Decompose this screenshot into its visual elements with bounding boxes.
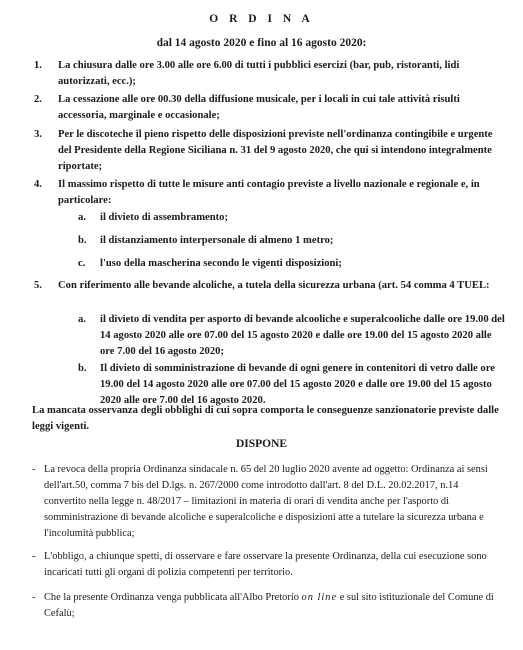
item-text: Il massimo rispetto di tutte le misure anti contagio previste a livello nazionale e regionale e, in particolare: bbox=[58, 179, 480, 206]
sanction-paragraph: La mancata osservanza degli obblighi di cui sopra comporta le conseguenze sanzionatorie previste dalle leggi vigenti. bbox=[32, 405, 499, 432]
list-item-1 bbox=[34, 58, 504, 90]
item-number: 5. bbox=[34, 280, 42, 291]
sub-item-letter: c. bbox=[78, 258, 86, 269]
dispone-item-1 bbox=[32, 462, 502, 542]
item-text: Per le discoteche il pieno rispetto delle disposizioni previste nell'ordinanza contingibile e urgente del Presidente della Regione Siciliana n. 31 del 9 agosto 2020, che qui si intendono integralmente riportate; bbox=[58, 129, 493, 172]
text-after: e sul sito istituzionale del Comune di Cefalù; bbox=[44, 592, 494, 619]
dispone-item-3 bbox=[32, 590, 502, 622]
list-item-2 bbox=[34, 92, 504, 124]
item-number: 3. bbox=[34, 129, 42, 140]
dispone-item-text bbox=[44, 590, 502, 622]
sub-item-letter: a. bbox=[78, 212, 86, 223]
sub-item-letter: b. bbox=[78, 363, 87, 374]
item-text: Con riferimento alle bevande alcoliche, a tutela della sicurezza urbana (art. 54 comma 4 TUEL: bbox=[58, 280, 490, 291]
date-range: dal 14 agosto 2020 e fino al 16 agosto 2020: bbox=[156, 37, 367, 49]
dispone-item-text: La revoca della propria Ordinanza sindacale n. 65 del 20 luglio 2020 avente ad oggetto: Ordinanza ai sensi dell'art.50, comma 7 bis del D.lgs. n. 267/2000 come introdotto dall'art. 8 del D.L. 20.02.2017, n.14 convertito nella legge n. 48/2017 – limitazioni in materia di orari di vendita anche per l'asporto di somministrazione di bevande alcoliche e superalcoliche e disposizioni atte a tutelare la sicurezza urbana e l'incolumità pubblica; bbox=[44, 464, 488, 539]
ordina-heading: O R D I N A bbox=[209, 13, 314, 25]
dispone-heading: DISPONE bbox=[235, 438, 288, 450]
sub-item-5a bbox=[78, 312, 508, 360]
sub-item-text: il divieto di vendita per asporto di bevande alcooliche e superalcooliche dalle ore 19.00 del 14 agosto 2020 alle ore 07.00 del 15 agosto 2020 e dalle ore 19.00 del 15 agosto 2020 alle ore 7.00 del 16 agosto 2020; bbox=[100, 314, 505, 357]
dash-marker: - bbox=[32, 551, 36, 562]
item-number: 2. bbox=[34, 94, 42, 105]
sub-item-letter: a. bbox=[78, 314, 86, 325]
sub-item-4a bbox=[78, 210, 498, 226]
sub-item-4b bbox=[78, 233, 498, 249]
online-italic: on line bbox=[301, 592, 338, 603]
sub-item-text: l'uso della mascherina secondo le vigenti disposizioni; bbox=[100, 258, 342, 269]
item-text: La cessazione alle ore 00.30 della diffusione musicale, per i locali in cui tale attività risulti accessoria, marginale e occasionale; bbox=[58, 94, 460, 121]
sub-item-text: il divieto di assembramento; bbox=[100, 212, 228, 223]
dispone-item-2 bbox=[32, 549, 502, 581]
list-item-4 bbox=[34, 177, 504, 209]
list-item-5 bbox=[34, 278, 504, 294]
sub-item-letter: b. bbox=[78, 235, 87, 246]
dispone-item-text: L'obbligo, a chiunque spetti, di osservare e fare osservare la presente Ordinanza, della cui esecuzione sono incaricati tutti gli organi di polizia competenti per territorio. bbox=[44, 551, 487, 578]
item-number: 1. bbox=[34, 60, 42, 71]
item-number: 4. bbox=[34, 179, 42, 190]
list-item-3 bbox=[34, 127, 504, 175]
dash-marker: - bbox=[32, 464, 36, 475]
item-text: La chiusura dalle ore 3.00 alle ore 6.00 di tutti i pubblici esercizi (bar, pub, ristoranti, lidi autorizzati, ecc.); bbox=[58, 60, 460, 87]
text-before: Che la presente Ordinanza venga pubblicata all'Albo Pretorio bbox=[44, 592, 302, 603]
sub-item-4c bbox=[78, 256, 498, 272]
dash-marker: - bbox=[32, 592, 36, 603]
sub-item-text: Il divieto di somministrazione di bevande di ogni genere in contenitori di vetro dalle ore 19.00 del 14 agosto 2020 alle ore 07.00 del 15 agosto 2020 e dalle ore 19.00 del 15 agosto 2020 alle ore 7.00 del 16 agosto 2020. bbox=[100, 363, 495, 406]
sub-item-text: il distanziamento interpersonale di almeno 1 metro; bbox=[100, 235, 334, 246]
sub-item-5b bbox=[78, 361, 508, 409]
